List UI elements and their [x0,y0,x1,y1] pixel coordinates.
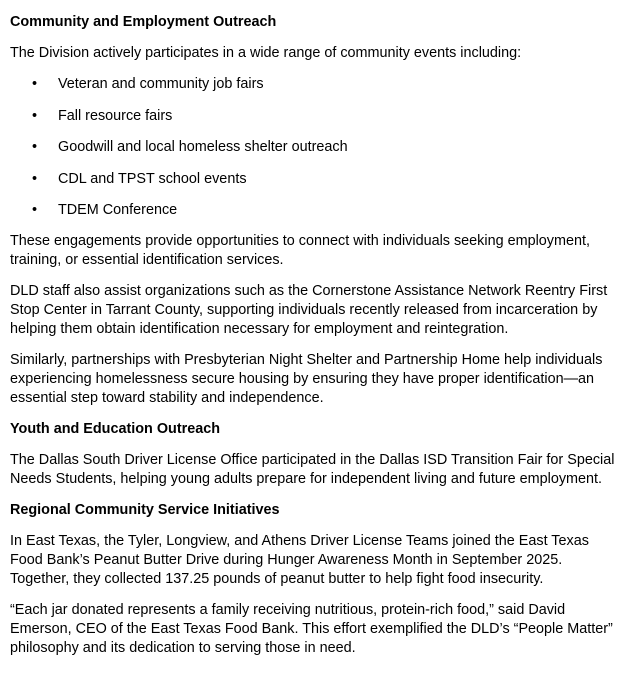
list-item [10,138,627,157]
list-item-text: TDEM Conference [58,202,178,218]
bullet-icon: • [32,107,38,124]
list-item [10,201,627,220]
bullet-icon: • [32,202,38,218]
section-heading-regional-service: Regional Community Service Initiatives [10,502,280,518]
intro-paragraph: The Division actively participates in a wide range of community events including: [10,45,522,61]
list-item-text: Veteran and community job fairs [58,76,264,92]
list-item [10,75,627,94]
dld-staff-paragraph: DLD staff also assist organizations such as the Cornerstone Assistance Network Reentry First Stop Center in Tarrant County, supporting individuals recently released from incarceration by helping them obtain identification necessary for employment and reintegration. [10,283,608,337]
bullet-icon: • [32,76,38,92]
section-heading-youth-education: Youth and Education Outreach [10,421,221,437]
quote-paragraph: “Each jar donated represents a family receiving nutritious, protein-rich food,” said David Emerson, CEO of the East Texas Food Bank. This effort exemplified the DLD’s “People Matter” philosophy and its dedication to serving those in need. [10,602,613,656]
bullet-icon: • [32,170,38,187]
list-item [10,170,627,189]
partnerships-paragraph: Similarly, partnerships with Presbyterian Night Shelter and Partnership Home help individuals experiencing homelessness secure housing by ensuring they have proper identification—an essential step toward stability and independence. [10,352,603,406]
dallas-south-paragraph: The Dallas South Driver License Office participated in the Dallas ISD Transition Fair for Special Needs Students, helping young adults prepare for independent living and future employment. [10,452,615,487]
list-item-text: Goodwill and local homeless shelter outreach [58,139,348,155]
list-item-text: CDL and TPST school events [58,170,247,187]
engagements-paragraph: These engagements provide opportunities to connect with individuals seeking employment, training, or essential identification services. [10,233,590,268]
section-heading-community-employment: Community and Employment Outreach [10,14,277,30]
list-item [10,107,627,126]
events-list [10,75,627,220]
east-texas-paragraph: In East Texas, the Tyler, Longview, and Athens Driver License Teams joined the East Texas Food Bank’s Peanut Butter Drive during Hunger Awareness Month in September 2025. Together, they collected 137.25 pounds of peanut butter to help fight food insecurity. [10,533,589,587]
bullet-icon: • [32,139,38,155]
list-item-text: Fall resource fairs [58,107,173,124]
